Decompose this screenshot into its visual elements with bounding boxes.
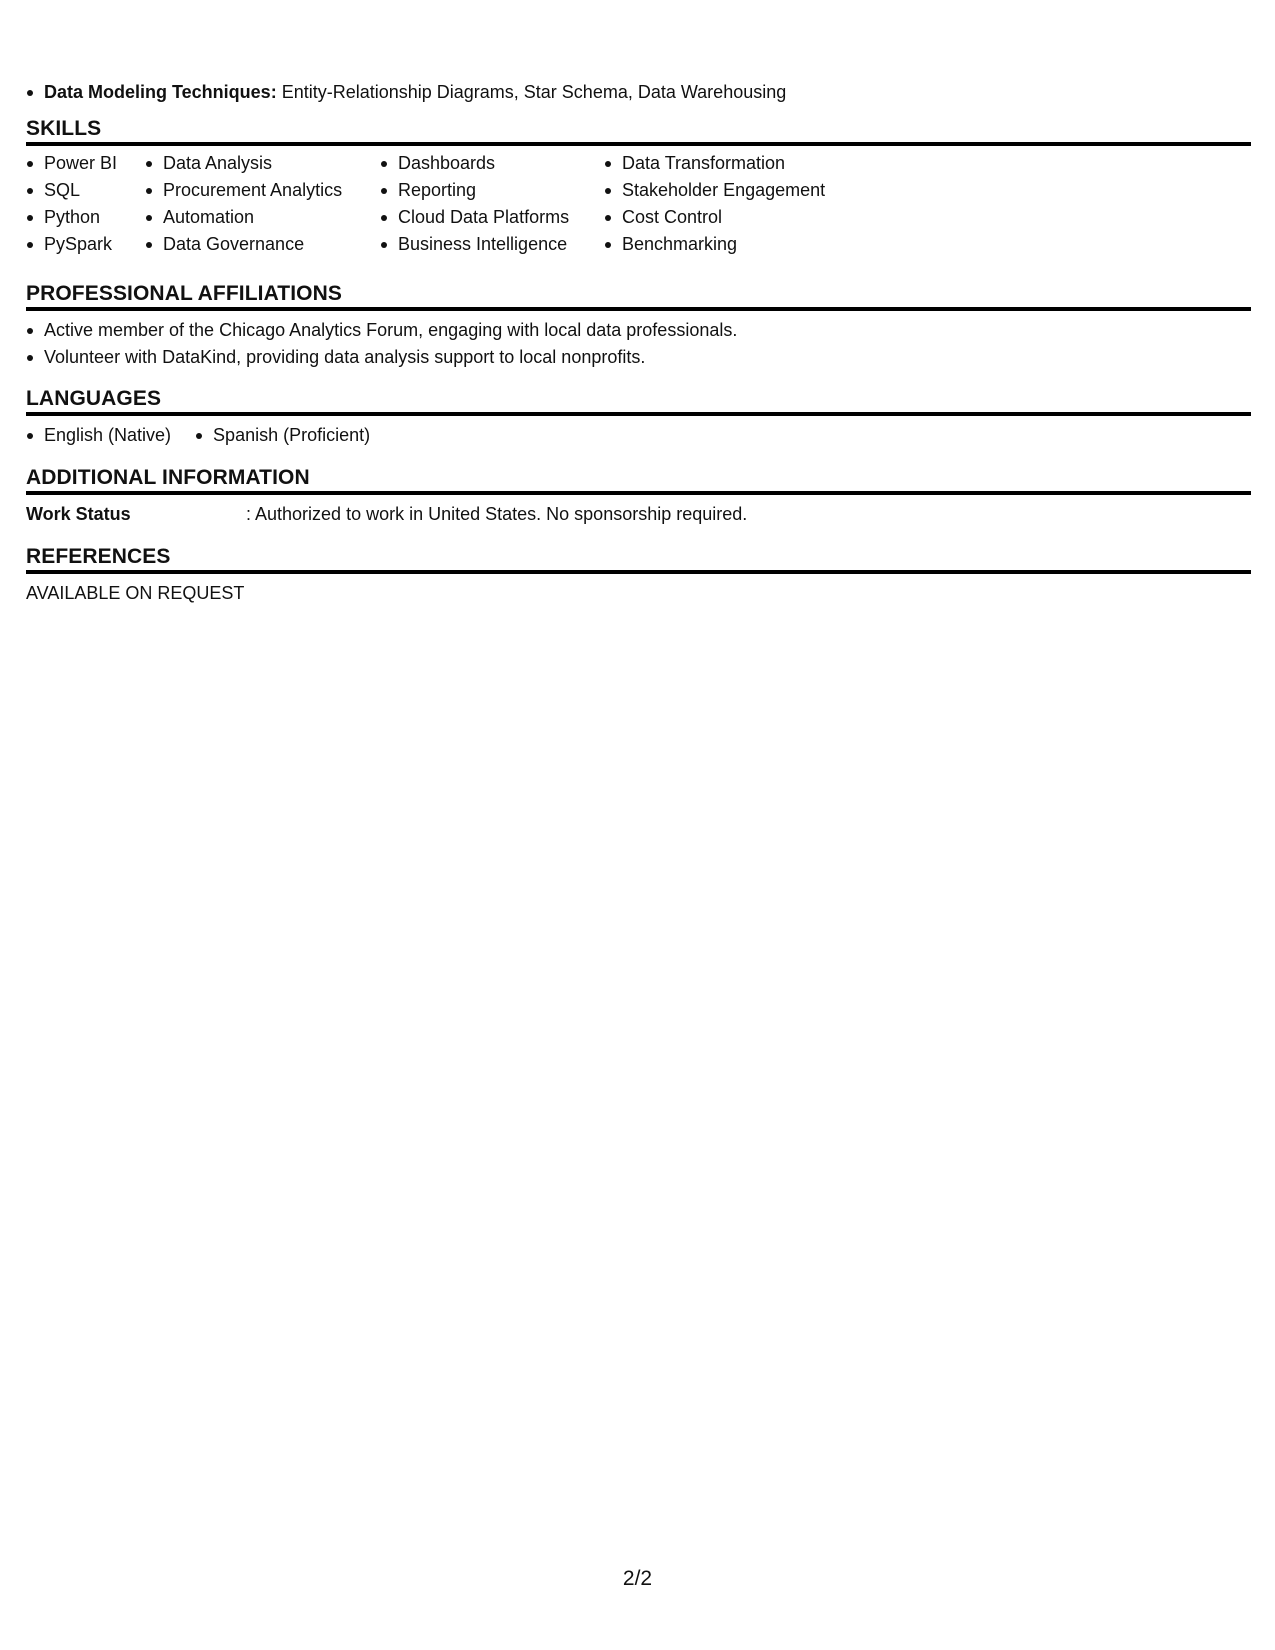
skill-item: PySpark [26,231,145,258]
item-text: Entity-Relationship Diagrams, Star Schema, Data Warehousing [276,82,787,102]
work-status-value: : Authorized to work in United States. No sponsorship required. [246,504,748,524]
language-item: English (Native) [26,422,171,449]
item-label: Data Modeling Techniques: [44,82,277,102]
references-text: AVAILABLE ON REQUEST [26,583,245,603]
skill-item: Stakeholder Engagement [604,177,844,204]
list-item [26,79,786,106]
skill-item: Power BI [26,150,145,177]
skill-item: Procurement Analytics [145,177,380,204]
affiliations-list [26,317,1251,371]
skill-item: Data Transformation [604,150,844,177]
skill-item: Python [26,204,145,231]
skill-item: Data Analysis [145,150,380,177]
skills-grid [26,150,1251,258]
affiliation-item: Active member of the Chicago Analytics Forum, engaging with local data professionals. [26,317,1251,344]
skill-item: SQL [26,177,145,204]
technical-skills-list [26,79,786,106]
section-heading: ADDITIONAL INFORMATION [26,464,1251,495]
skills-column [26,150,145,258]
skills-section [26,115,1251,258]
skill-item: Dashboards [380,150,604,177]
skill-item: Cost Control [604,204,844,231]
work-status-label: Work Status [26,504,131,524]
skill-item: Business Intelligence [380,231,604,258]
languages-list [26,422,1251,449]
skill-item: Automation [145,204,380,231]
skill-item: Data Governance [145,231,380,258]
additional-info-section [26,464,1251,528]
references-section [26,543,1251,607]
affiliations-section [26,280,1251,371]
section-heading: LANGUAGES [26,385,1251,416]
skills-column [380,150,604,258]
section-heading: REFERENCES [26,543,1251,574]
language-item: Spanish (Proficient) [195,422,370,449]
skill-item: Reporting [380,177,604,204]
skills-column [604,150,844,258]
work-status-row [26,501,1251,528]
languages-section [26,385,1251,449]
skill-item: Cloud Data Platforms [380,204,604,231]
skills-column [145,150,380,258]
section-heading: PROFESSIONAL AFFILIATIONS [26,280,1251,311]
section-heading: SKILLS [26,115,1251,146]
skill-item: Benchmarking [604,231,844,258]
page-number: 2/2 [622,1567,653,1590]
affiliation-item: Volunteer with DataKind, providing data analysis support to local nonprofits. [26,344,1251,371]
